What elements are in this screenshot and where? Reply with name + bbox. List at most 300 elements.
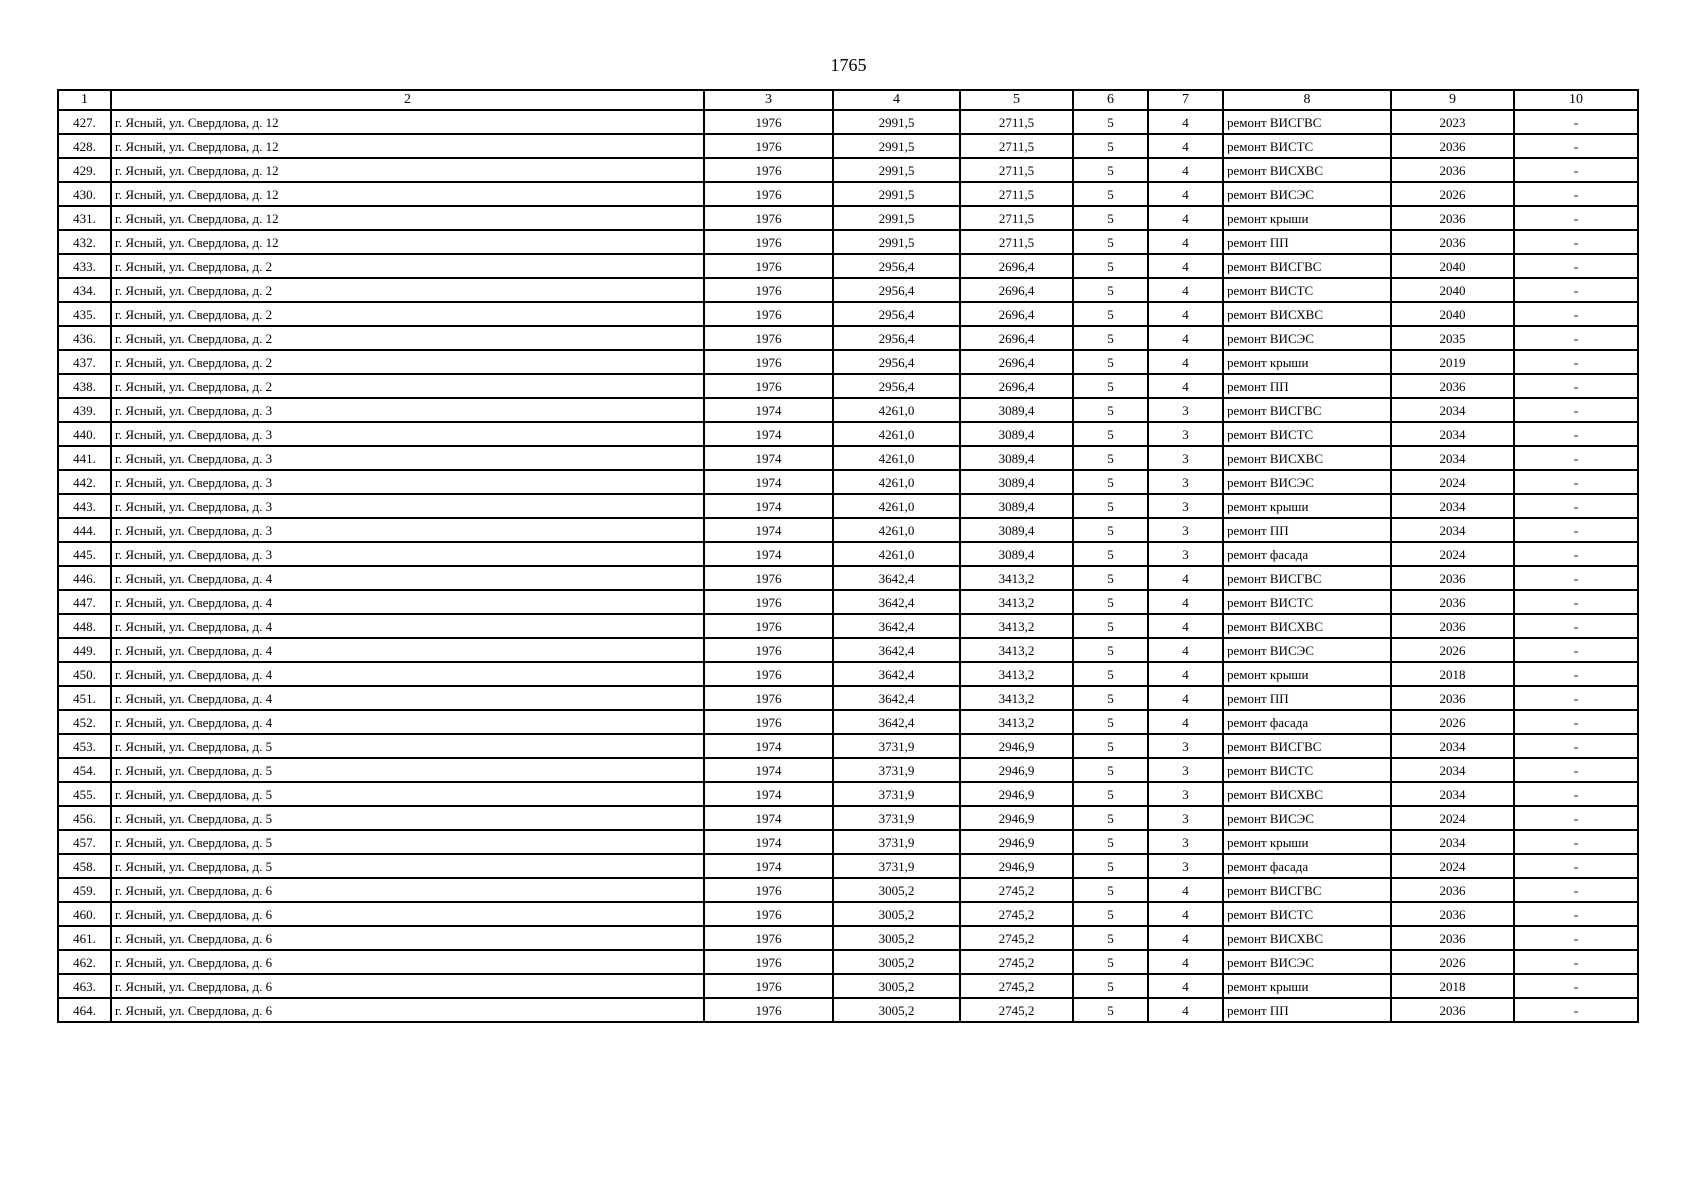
cell-cost: - [1514, 326, 1638, 350]
cell-floors: 5 [1073, 638, 1148, 662]
cell-cost: - [1514, 206, 1638, 230]
cell-build-year: 1974 [704, 782, 833, 806]
cell-address: г. Ясный, ул. Свердлова, д. 6 [111, 902, 704, 926]
cell-entrances: 3 [1148, 494, 1223, 518]
cell-build-year: 1976 [704, 254, 833, 278]
cell-planned-year: 2036 [1391, 926, 1514, 950]
cell-planned-year: 2026 [1391, 638, 1514, 662]
table-row [58, 782, 1638, 806]
cell-total-area: 2991,5 [833, 110, 960, 134]
cell-build-year: 1976 [704, 134, 833, 158]
cell-entrances: 4 [1148, 998, 1223, 1022]
table-row [58, 950, 1638, 974]
cell-planned-year: 2024 [1391, 470, 1514, 494]
cell-cost: - [1514, 758, 1638, 782]
cell-address: г. Ясный, ул. Свердлова, д. 12 [111, 158, 704, 182]
cell-total-area: 4261,0 [833, 398, 960, 422]
cell-cost: - [1514, 182, 1638, 206]
cell-living-area: 2946,9 [960, 758, 1073, 782]
table-row [58, 638, 1638, 662]
cell-total-area: 3642,4 [833, 614, 960, 638]
cell-floors: 5 [1073, 998, 1148, 1022]
cell-row-number: 431. [58, 206, 111, 230]
cell-entrances: 3 [1148, 518, 1223, 542]
cell-living-area: 2946,9 [960, 830, 1073, 854]
cell-total-area: 4261,0 [833, 542, 960, 566]
cell-living-area: 2696,4 [960, 254, 1073, 278]
cell-address: г. Ясный, ул. Свердлова, д. 5 [111, 854, 704, 878]
cell-planned-year: 2036 [1391, 614, 1514, 638]
cell-address: г. Ясный, ул. Свердлова, д. 4 [111, 590, 704, 614]
cell-floors: 5 [1073, 974, 1148, 998]
cell-total-area: 2956,4 [833, 278, 960, 302]
cell-cost: - [1514, 494, 1638, 518]
cell-work-type: ремонт фасада [1223, 542, 1391, 566]
cell-work-type: ремонт ВИСХВС [1223, 446, 1391, 470]
cell-build-year: 1976 [704, 206, 833, 230]
cell-entrances: 4 [1148, 926, 1223, 950]
cell-total-area: 2991,5 [833, 230, 960, 254]
cell-build-year: 1976 [704, 590, 833, 614]
cell-planned-year: 2034 [1391, 734, 1514, 758]
cell-entrances: 4 [1148, 662, 1223, 686]
cell-build-year: 1974 [704, 830, 833, 854]
cell-address: г. Ясный, ул. Свердлова, д. 5 [111, 734, 704, 758]
cell-build-year: 1976 [704, 110, 833, 134]
cell-row-number: 442. [58, 470, 111, 494]
cell-entrances: 4 [1148, 638, 1223, 662]
column-header-7: 7 [1148, 90, 1223, 110]
cell-planned-year: 2040 [1391, 302, 1514, 326]
cell-build-year: 1976 [704, 662, 833, 686]
cell-work-type: ремонт крыши [1223, 350, 1391, 374]
cell-work-type: ремонт ВИСГВС [1223, 254, 1391, 278]
cell-living-area: 2745,2 [960, 878, 1073, 902]
cell-planned-year: 2026 [1391, 950, 1514, 974]
cell-floors: 5 [1073, 806, 1148, 830]
cell-entrances: 4 [1148, 878, 1223, 902]
cell-living-area: 3089,4 [960, 470, 1073, 494]
cell-address: г. Ясный, ул. Свердлова, д. 4 [111, 710, 704, 734]
cell-work-type: ремонт ПП [1223, 686, 1391, 710]
cell-row-number: 450. [58, 662, 111, 686]
cell-planned-year: 2034 [1391, 830, 1514, 854]
page-number: 1765 [830, 55, 867, 75]
cell-row-number: 445. [58, 542, 111, 566]
table-row [58, 878, 1638, 902]
cell-address: г. Ясный, ул. Свердлова, д. 6 [111, 950, 704, 974]
cell-work-type: ремонт крыши [1223, 494, 1391, 518]
cell-living-area: 3413,2 [960, 710, 1073, 734]
cell-cost: - [1514, 374, 1638, 398]
cell-cost: - [1514, 590, 1638, 614]
cell-floors: 5 [1073, 878, 1148, 902]
table-row [58, 998, 1638, 1022]
cell-work-type: ремонт ВИСХВС [1223, 158, 1391, 182]
cell-floors: 5 [1073, 734, 1148, 758]
cell-build-year: 1976 [704, 686, 833, 710]
cell-work-type: ремонт ВИСГВС [1223, 878, 1391, 902]
cell-address: г. Ясный, ул. Свердлова, д. 5 [111, 830, 704, 854]
cell-total-area: 2956,4 [833, 374, 960, 398]
cell-address: г. Ясный, ул. Свердлова, д. 2 [111, 302, 704, 326]
cell-planned-year: 2034 [1391, 518, 1514, 542]
cell-entrances: 4 [1148, 326, 1223, 350]
table-row [58, 398, 1638, 422]
cell-row-number: 439. [58, 398, 111, 422]
table-row [58, 326, 1638, 350]
cell-row-number: 461. [58, 926, 111, 950]
cell-living-area: 2946,9 [960, 782, 1073, 806]
cell-row-number: 462. [58, 950, 111, 974]
table-row [58, 206, 1638, 230]
table-row [58, 926, 1638, 950]
cell-planned-year: 2036 [1391, 134, 1514, 158]
cell-entrances: 3 [1148, 422, 1223, 446]
repair-schedule-table [57, 89, 1639, 1023]
cell-entrances: 4 [1148, 206, 1223, 230]
cell-entrances: 3 [1148, 854, 1223, 878]
cell-cost: - [1514, 302, 1638, 326]
cell-planned-year: 2036 [1391, 158, 1514, 182]
table-row [58, 278, 1638, 302]
cell-total-area: 4261,0 [833, 446, 960, 470]
table-row [58, 182, 1638, 206]
cell-row-number: 441. [58, 446, 111, 470]
cell-planned-year: 2034 [1391, 494, 1514, 518]
cell-planned-year: 2036 [1391, 998, 1514, 1022]
cell-address: г. Ясный, ул. Свердлова, д. 4 [111, 638, 704, 662]
cell-floors: 5 [1073, 854, 1148, 878]
table-row [58, 302, 1638, 326]
cell-entrances: 4 [1148, 374, 1223, 398]
cell-entrances: 4 [1148, 302, 1223, 326]
cell-cost: - [1514, 254, 1638, 278]
cell-work-type: ремонт ВИСХВС [1223, 926, 1391, 950]
cell-row-number: 443. [58, 494, 111, 518]
cell-work-type: ремонт ВИСЭС [1223, 326, 1391, 350]
cell-entrances: 3 [1148, 830, 1223, 854]
cell-floors: 5 [1073, 590, 1148, 614]
cell-floors: 5 [1073, 326, 1148, 350]
cell-planned-year: 2023 [1391, 110, 1514, 134]
cell-total-area: 2956,4 [833, 254, 960, 278]
table-row [58, 974, 1638, 998]
cell-address: г. Ясный, ул. Свердлова, д. 5 [111, 758, 704, 782]
cell-cost: - [1514, 734, 1638, 758]
cell-work-type: ремонт ВИСГВС [1223, 734, 1391, 758]
cell-planned-year: 2036 [1391, 206, 1514, 230]
cell-total-area: 4261,0 [833, 422, 960, 446]
cell-floors: 5 [1073, 182, 1148, 206]
cell-living-area: 2696,4 [960, 350, 1073, 374]
cell-row-number: 438. [58, 374, 111, 398]
table-row [58, 446, 1638, 470]
cell-living-area: 2745,2 [960, 998, 1073, 1022]
cell-address: г. Ясный, ул. Свердлова, д. 6 [111, 998, 704, 1022]
cell-total-area: 3731,9 [833, 782, 960, 806]
cell-work-type: ремонт ВИСЭС [1223, 950, 1391, 974]
table-row [58, 158, 1638, 182]
cell-living-area: 3089,4 [960, 494, 1073, 518]
column-header-4: 4 [833, 90, 960, 110]
cell-total-area: 3642,4 [833, 566, 960, 590]
cell-floors: 5 [1073, 254, 1148, 278]
cell-cost: - [1514, 470, 1638, 494]
cell-living-area: 2696,4 [960, 374, 1073, 398]
cell-living-area: 2711,5 [960, 206, 1073, 230]
cell-row-number: 429. [58, 158, 111, 182]
cell-row-number: 451. [58, 686, 111, 710]
cell-total-area: 3642,4 [833, 638, 960, 662]
cell-row-number: 456. [58, 806, 111, 830]
cell-planned-year: 2024 [1391, 854, 1514, 878]
cell-build-year: 1976 [704, 350, 833, 374]
cell-total-area: 3005,2 [833, 926, 960, 950]
cell-row-number: 455. [58, 782, 111, 806]
column-header-6: 6 [1073, 90, 1148, 110]
cell-planned-year: 2034 [1391, 446, 1514, 470]
cell-work-type: ремонт крыши [1223, 974, 1391, 998]
cell-address: г. Ясный, ул. Свердлова, д. 5 [111, 806, 704, 830]
cell-living-area: 3413,2 [960, 638, 1073, 662]
cell-entrances: 3 [1148, 758, 1223, 782]
cell-cost: - [1514, 950, 1638, 974]
cell-address: г. Ясный, ул. Свердлова, д. 3 [111, 542, 704, 566]
cell-row-number: 433. [58, 254, 111, 278]
cell-cost: - [1514, 134, 1638, 158]
cell-cost: - [1514, 710, 1638, 734]
cell-total-area: 2956,4 [833, 302, 960, 326]
cell-living-area: 2696,4 [960, 278, 1073, 302]
cell-living-area: 3413,2 [960, 614, 1073, 638]
cell-cost: - [1514, 614, 1638, 638]
cell-row-number: 432. [58, 230, 111, 254]
column-header-8: 8 [1223, 90, 1391, 110]
cell-row-number: 463. [58, 974, 111, 998]
cell-work-type: ремонт крыши [1223, 830, 1391, 854]
cell-work-type: ремонт ВИСГВС [1223, 398, 1391, 422]
cell-living-area: 2946,9 [960, 854, 1073, 878]
cell-entrances: 4 [1148, 902, 1223, 926]
cell-row-number: 447. [58, 590, 111, 614]
cell-total-area: 3731,9 [833, 734, 960, 758]
cell-build-year: 1976 [704, 326, 833, 350]
cell-row-number: 436. [58, 326, 111, 350]
cell-planned-year: 2036 [1391, 374, 1514, 398]
cell-cost: - [1514, 110, 1638, 134]
cell-entrances: 3 [1148, 446, 1223, 470]
cell-build-year: 1974 [704, 734, 833, 758]
table-row [58, 758, 1638, 782]
cell-total-area: 3005,2 [833, 902, 960, 926]
cell-entrances: 4 [1148, 974, 1223, 998]
cell-planned-year: 2018 [1391, 662, 1514, 686]
cell-work-type: ремонт ВИСГВС [1223, 566, 1391, 590]
table-row [58, 542, 1638, 566]
cell-planned-year: 2026 [1391, 710, 1514, 734]
cell-entrances: 4 [1148, 158, 1223, 182]
cell-work-type: ремонт ВИСТС [1223, 590, 1391, 614]
column-header-9: 9 [1391, 90, 1514, 110]
cell-build-year: 1976 [704, 230, 833, 254]
cell-cost: - [1514, 398, 1638, 422]
cell-cost: - [1514, 350, 1638, 374]
cell-address: г. Ясный, ул. Свердлова, д. 12 [111, 230, 704, 254]
cell-entrances: 4 [1148, 230, 1223, 254]
cell-build-year: 1976 [704, 614, 833, 638]
cell-cost: - [1514, 422, 1638, 446]
cell-entrances: 4 [1148, 590, 1223, 614]
cell-work-type: ремонт ВИСТС [1223, 758, 1391, 782]
cell-row-number: 457. [58, 830, 111, 854]
cell-floors: 5 [1073, 206, 1148, 230]
cell-living-area: 2711,5 [960, 182, 1073, 206]
cell-planned-year: 2034 [1391, 782, 1514, 806]
cell-entrances: 4 [1148, 950, 1223, 974]
cell-build-year: 1976 [704, 638, 833, 662]
cell-work-type: ремонт ВИСТС [1223, 134, 1391, 158]
cell-work-type: ремонт ВИСХВС [1223, 302, 1391, 326]
cell-row-number: 452. [58, 710, 111, 734]
cell-row-number: 434. [58, 278, 111, 302]
cell-entrances: 4 [1148, 566, 1223, 590]
table-row [58, 662, 1638, 686]
cell-living-area: 2711,5 [960, 230, 1073, 254]
cell-work-type: ремонт ВИСЭС [1223, 470, 1391, 494]
cell-floors: 5 [1073, 230, 1148, 254]
cell-cost: - [1514, 638, 1638, 662]
cell-row-number: 440. [58, 422, 111, 446]
cell-build-year: 1974 [704, 398, 833, 422]
cell-build-year: 1974 [704, 494, 833, 518]
cell-total-area: 3731,9 [833, 830, 960, 854]
table-row [58, 254, 1638, 278]
cell-living-area: 2745,2 [960, 926, 1073, 950]
cell-floors: 5 [1073, 662, 1148, 686]
cell-build-year: 1974 [704, 542, 833, 566]
cell-row-number: 459. [58, 878, 111, 902]
cell-work-type: ремонт ВИСЭС [1223, 638, 1391, 662]
cell-cost: - [1514, 830, 1638, 854]
cell-build-year: 1974 [704, 758, 833, 782]
cell-work-type: ремонт ВИСГВС [1223, 110, 1391, 134]
column-header-10: 10 [1514, 90, 1638, 110]
cell-cost: - [1514, 446, 1638, 470]
cell-row-number: 454. [58, 758, 111, 782]
cell-planned-year: 2026 [1391, 182, 1514, 206]
cell-address: г. Ясный, ул. Свердлова, д. 3 [111, 446, 704, 470]
cell-living-area: 3089,4 [960, 446, 1073, 470]
cell-cost: - [1514, 782, 1638, 806]
cell-planned-year: 2036 [1391, 686, 1514, 710]
cell-total-area: 2991,5 [833, 182, 960, 206]
cell-cost: - [1514, 542, 1638, 566]
cell-floors: 5 [1073, 110, 1148, 134]
cell-total-area: 2956,4 [833, 326, 960, 350]
cell-entrances: 3 [1148, 542, 1223, 566]
cell-address: г. Ясный, ул. Свердлова, д. 3 [111, 470, 704, 494]
cell-total-area: 4261,0 [833, 494, 960, 518]
cell-cost: - [1514, 278, 1638, 302]
cell-cost: - [1514, 566, 1638, 590]
table-row [58, 134, 1638, 158]
cell-build-year: 1976 [704, 182, 833, 206]
cell-cost: - [1514, 902, 1638, 926]
cell-entrances: 4 [1148, 182, 1223, 206]
cell-row-number: 430. [58, 182, 111, 206]
cell-living-area: 3413,2 [960, 686, 1073, 710]
cell-living-area: 2696,4 [960, 302, 1073, 326]
table-row [58, 422, 1638, 446]
cell-build-year: 1976 [704, 926, 833, 950]
cell-work-type: ремонт фасада [1223, 854, 1391, 878]
cell-entrances: 3 [1148, 398, 1223, 422]
cell-living-area: 3413,2 [960, 566, 1073, 590]
cell-row-number: 448. [58, 614, 111, 638]
cell-floors: 5 [1073, 566, 1148, 590]
cell-work-type: ремонт ПП [1223, 230, 1391, 254]
cell-address: г. Ясный, ул. Свердлова, д. 2 [111, 326, 704, 350]
cell-total-area: 3642,4 [833, 662, 960, 686]
cell-row-number: 437. [58, 350, 111, 374]
cell-address: г. Ясный, ул. Свердлова, д. 6 [111, 974, 704, 998]
header-row [58, 90, 1638, 110]
cell-planned-year: 2036 [1391, 590, 1514, 614]
cell-total-area: 3642,4 [833, 590, 960, 614]
cell-address: г. Ясный, ул. Свердлова, д. 3 [111, 494, 704, 518]
cell-planned-year: 2040 [1391, 254, 1514, 278]
cell-address: г. Ясный, ул. Свердлова, д. 12 [111, 206, 704, 230]
cell-work-type: ремонт ВИСЭС [1223, 182, 1391, 206]
cell-build-year: 1974 [704, 422, 833, 446]
table-row [58, 830, 1638, 854]
cell-work-type: ремонт ВИСЭС [1223, 806, 1391, 830]
cell-planned-year: 2040 [1391, 278, 1514, 302]
cell-entrances: 4 [1148, 710, 1223, 734]
cell-living-area: 2745,2 [960, 902, 1073, 926]
cell-row-number: 446. [58, 566, 111, 590]
table-row [58, 494, 1638, 518]
cell-work-type: ремонт крыши [1223, 662, 1391, 686]
cell-planned-year: 2019 [1391, 350, 1514, 374]
cell-floors: 5 [1073, 926, 1148, 950]
cell-entrances: 4 [1148, 350, 1223, 374]
cell-floors: 5 [1073, 710, 1148, 734]
cell-living-area: 2711,5 [960, 110, 1073, 134]
cell-planned-year: 2034 [1391, 398, 1514, 422]
cell-address: г. Ясный, ул. Свердлова, д. 12 [111, 182, 704, 206]
cell-cost: - [1514, 686, 1638, 710]
table-row [58, 614, 1638, 638]
cell-entrances: 4 [1148, 686, 1223, 710]
table-row [58, 902, 1638, 926]
cell-cost: - [1514, 230, 1638, 254]
cell-floors: 5 [1073, 398, 1148, 422]
cell-total-area: 2991,5 [833, 134, 960, 158]
column-header-2: 2 [111, 90, 704, 110]
table-row [58, 374, 1638, 398]
cell-build-year: 1976 [704, 950, 833, 974]
cell-floors: 5 [1073, 494, 1148, 518]
cell-total-area: 3642,4 [833, 686, 960, 710]
cell-row-number: 435. [58, 302, 111, 326]
cell-work-type: ремонт ВИСТС [1223, 422, 1391, 446]
cell-address: г. Ясный, ул. Свердлова, д. 3 [111, 518, 704, 542]
cell-address: г. Ясный, ул. Свердлова, д. 4 [111, 686, 704, 710]
table-row [58, 686, 1638, 710]
cell-address: г. Ясный, ул. Свердлова, д. 4 [111, 566, 704, 590]
